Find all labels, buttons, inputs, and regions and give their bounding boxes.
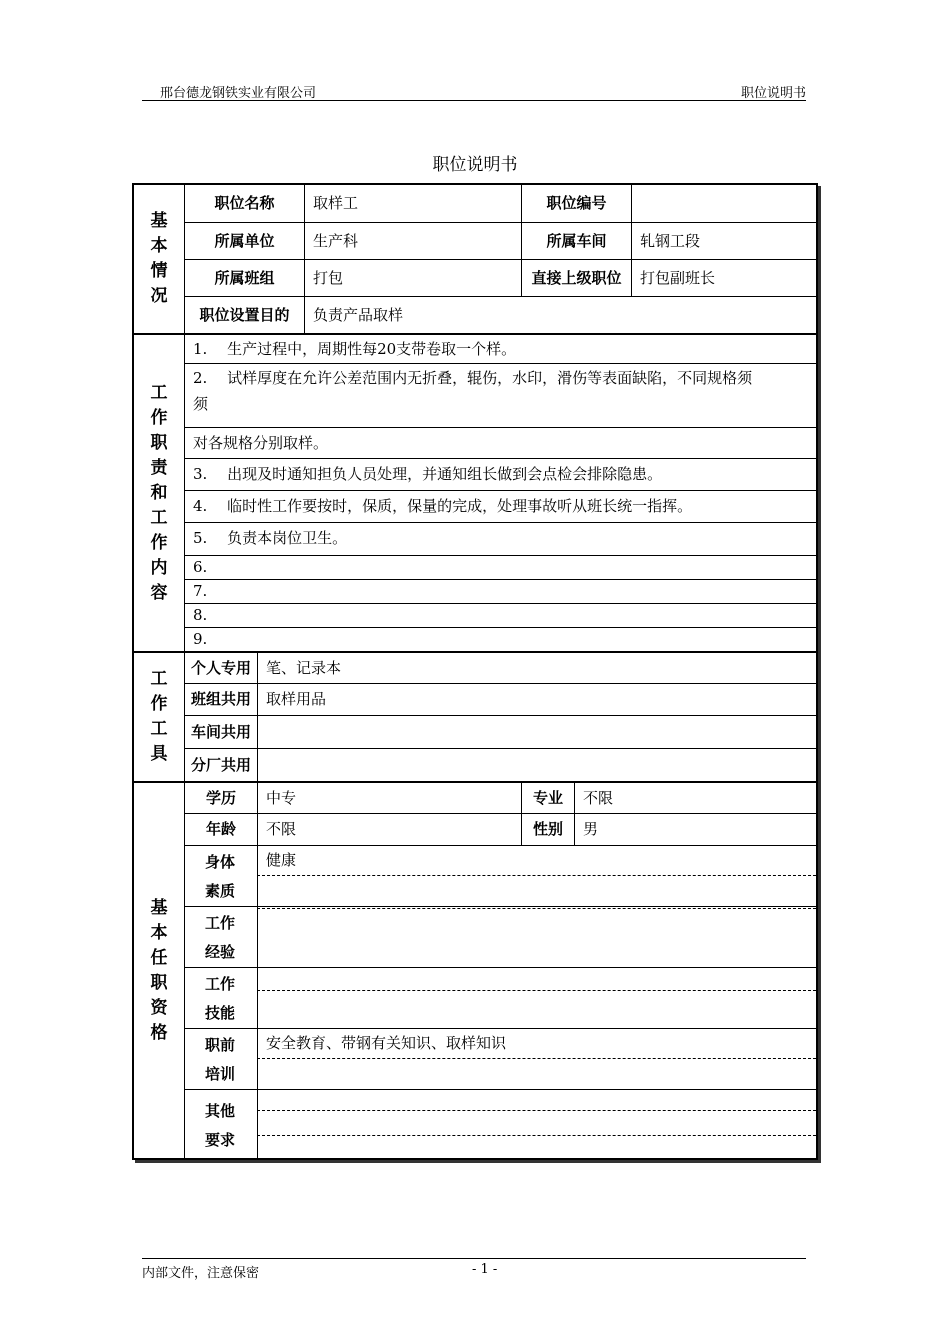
duty-item: 4. 临时性工作要按时，保质，保量的完成，处理事故听从班长统一指挥。 <box>184 490 816 522</box>
dashed-rule <box>257 1135 816 1136</box>
dashed-rule <box>257 990 816 991</box>
physical-label-line1: 身体 <box>205 853 236 871</box>
unit-value: 生产科 <box>304 222 521 259</box>
physical-label-line2: 素质 <box>205 882 236 900</box>
gender-label: 性别 <box>521 813 574 845</box>
team-label: 所属班组 <box>184 259 304 296</box>
experience-label-line1: 工作 <box>205 914 236 932</box>
age-label: 年龄 <box>184 813 257 845</box>
section-tools-label: 工作工具 <box>150 669 168 764</box>
section-basic-info-label: 基本情况 <box>150 211 168 306</box>
physical-value: 健康 <box>257 845 816 906</box>
section-duties-label: 工作职责和工作内容 <box>150 382 168 603</box>
duty-item: 5. 负责本岗位卫生。 <box>184 522 816 555</box>
footer-confidential: 内部文件，注意保密 <box>142 1266 260 1281</box>
purpose-value: 负责产品取样 <box>304 296 816 333</box>
duty-item-text: 2. 试样厚度在允许公差范围内无折叠，辊伤，水印，滑伤等表面缺陷，不同规格须 <box>193 369 753 387</box>
duty-item: 3. 出现及时通知担负人员处理，并通知组长做到会点检会排除隐患。 <box>184 458 816 490</box>
tools-personal-label: 个人专用 <box>184 651 257 683</box>
section-qualifications <box>134 781 184 1158</box>
duty-item: 8. <box>184 603 816 627</box>
duty-item: 2. 试样厚度在允许公差范围内无折叠，辊伤，水印，滑伤等表面缺陷，不同规格须 须 <box>184 363 816 427</box>
skills-label-line2: 技能 <box>205 1004 236 1022</box>
training-value: 安全教育、带钢有关知识、取样知识 <box>257 1028 816 1089</box>
education-label: 学历 <box>184 781 257 813</box>
duty-item: 9. <box>184 627 816 651</box>
dashed-rule <box>257 875 816 876</box>
other-label-line2: 要求 <box>205 1131 236 1149</box>
skills-label <box>184 967 257 1028</box>
training-label <box>184 1028 257 1089</box>
experience-value <box>257 906 816 967</box>
education-value: 中专 <box>257 781 521 813</box>
tools-team-value: 取样用品 <box>257 683 816 715</box>
position-code-value <box>631 185 816 222</box>
header-rule <box>142 100 806 101</box>
workshop-value: 轧钢工段 <box>631 222 816 259</box>
skills-value <box>257 967 816 1028</box>
duty-item: 7. <box>184 579 816 603</box>
training-label-line2: 培训 <box>205 1065 236 1083</box>
header-company: 邢台德龙钢铁实业有限公司 <box>160 86 317 101</box>
other-label <box>184 1089 257 1158</box>
dashed-rule <box>257 908 816 909</box>
tools-team-label: 班组共用 <box>184 683 257 715</box>
other-label-line1: 其他 <box>205 1102 236 1120</box>
superior-label: 直接上级职位 <box>521 259 631 296</box>
position-name-label: 职位名称 <box>184 185 304 222</box>
section-duties <box>134 333 184 651</box>
position-name-value: 取样工 <box>304 185 521 222</box>
dashed-rule <box>257 1110 816 1111</box>
section-qualifications-label: 基本任职资格 <box>150 897 168 1043</box>
unit-label: 所属单位 <box>184 222 304 259</box>
position-code-label: 职位编号 <box>521 185 631 222</box>
dashed-rule <box>257 1058 816 1059</box>
footer-rule <box>142 1258 806 1259</box>
skills-label-line1: 工作 <box>205 975 236 993</box>
header-doc-type: 职位说明书 <box>740 86 806 101</box>
purpose-label: 职位设置目的 <box>184 296 304 333</box>
tools-personal-value: 笔、记录本 <box>257 651 816 683</box>
superior-value: 打包副班长 <box>631 259 816 296</box>
training-label-line1: 职前 <box>205 1036 236 1054</box>
physical-label <box>184 845 257 906</box>
duty-item: 1. 生产过程中，周期性每20支带卷取一个样。 <box>184 333 816 363</box>
major-value: 不限 <box>574 781 816 813</box>
workshop-label: 所属车间 <box>521 222 631 259</box>
footer-page-number: - 1 - <box>472 1262 498 1277</box>
tools-workshop-value <box>257 715 816 748</box>
section-tools <box>134 651 184 781</box>
gender-value: 男 <box>574 813 816 845</box>
major-label: 专业 <box>521 781 574 813</box>
page-title: 职位说明书 <box>432 155 518 175</box>
section-basic-info <box>134 185 184 333</box>
experience-label-line2: 经验 <box>205 943 236 961</box>
tools-factory-value <box>257 748 816 781</box>
tools-workshop-label: 车间共用 <box>184 715 257 748</box>
other-value <box>257 1089 816 1158</box>
team-value: 打包 <box>304 259 521 296</box>
experience-label <box>184 906 257 967</box>
duty-item: 6. <box>184 555 816 579</box>
duty-item: 对各规格分别取样。 <box>184 427 816 458</box>
age-value: 不限 <box>257 813 521 845</box>
tools-factory-label: 分厂共用 <box>184 748 257 781</box>
job-description-table <box>132 183 818 1160</box>
